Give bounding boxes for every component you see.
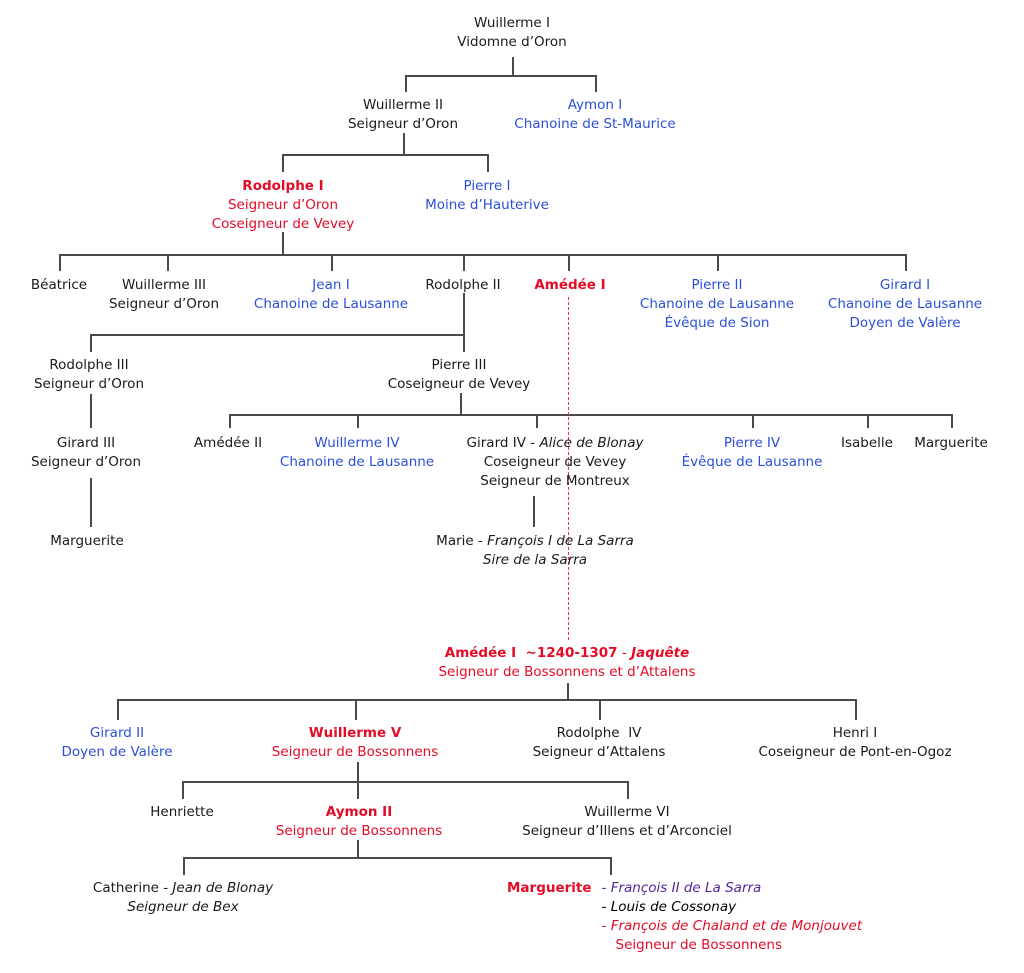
connector-line [229, 414, 231, 428]
connector-line [282, 154, 487, 156]
person-title: Seigneur de Bossonnens et d’Attalens [438, 664, 696, 680]
connector-line [357, 762, 359, 799]
person-beatrice [31, 276, 87, 295]
connector-line [90, 394, 92, 428]
person-name: Girard III [56, 435, 116, 451]
person-title: Moine d’Hauterive [425, 197, 549, 213]
connector-line [460, 393, 462, 415]
person-title: Seigneur d’Attalens [532, 744, 666, 760]
person-name: Rodolphe III [49, 357, 129, 373]
person-title: Évêque de Lausanne [681, 454, 823, 470]
connector-line [282, 232, 284, 255]
spouse-name: Jean de Blonay [172, 880, 274, 896]
spouse-separator: - [473, 533, 488, 549]
person-title: Chanoine de Lausanne [827, 296, 983, 312]
connector-line [355, 699, 357, 720]
person-aymon-ii [276, 803, 442, 841]
person-name: Isabelle [841, 435, 893, 451]
connector-line [405, 75, 407, 92]
person-name: Henri I [832, 725, 878, 741]
person-name: Marguerite [914, 435, 988, 451]
spouse-separator: - [525, 435, 540, 451]
person-rodolphe-iv [533, 724, 666, 762]
connector-line [487, 154, 489, 172]
connector-line [282, 154, 284, 172]
person-title: Vidomne d’Oron [457, 34, 567, 50]
person-wuillerme-iii [109, 276, 219, 314]
connector-line [610, 857, 612, 875]
husband-louis-de-cossonay: - Louis de Cossonay [601, 899, 737, 915]
connector-line [599, 699, 601, 720]
connector-line [595, 75, 597, 92]
connector-line [117, 699, 119, 720]
person-title: Seigneur de Montreux [480, 473, 630, 489]
connector-line [59, 254, 905, 256]
spouse-separator: - [617, 645, 632, 661]
spouse-name: François I de La Sarra [487, 533, 634, 549]
person-marie [436, 532, 634, 570]
person-henriette [150, 803, 214, 822]
connector-line [357, 840, 359, 858]
person-wuillerme-iv [280, 434, 434, 472]
connector-line [567, 683, 569, 700]
person-wuillerme-i [457, 14, 566, 52]
person-marguerite-bossonnens [507, 879, 862, 955]
person-rodolphe-ii [425, 276, 500, 295]
connector-line [717, 254, 719, 271]
person-name: Pierre II [691, 277, 743, 293]
person-name: Aymon I [567, 97, 623, 113]
person-title: Coseigneur de Pont-en-Ogoz [758, 744, 952, 760]
person-name: Girard I [879, 277, 931, 293]
person-name: Wuillerme V [308, 725, 402, 741]
person-name: Wuillerme II [362, 97, 444, 113]
connector-line [167, 254, 169, 271]
person-name: Catherine [92, 880, 159, 896]
connector-line [533, 496, 535, 527]
person-henri-i [758, 724, 951, 762]
person-title: Évêque de Sion [664, 315, 770, 331]
person-title: Chanoine de Lausanne [253, 296, 409, 312]
connector-line [117, 699, 855, 701]
person-isabelle [841, 434, 893, 453]
person-name: Marguerite [507, 880, 592, 896]
connector-line [183, 857, 185, 875]
person-name: Pierre IV [723, 435, 781, 451]
person-rodolphe-iii [34, 356, 144, 394]
person-name: Pierre I [463, 178, 511, 194]
connector-line [403, 133, 405, 155]
person-pierre-iii [388, 356, 531, 394]
person-name: Rodolphe IV [556, 725, 642, 741]
connector-line [951, 414, 953, 428]
connector-line [405, 75, 595, 77]
person-title: Seigneur d’Oron [30, 454, 142, 470]
spouse-separator: - [158, 880, 173, 896]
person-wuillerme-vi [522, 803, 732, 841]
person-name: Girard IV [466, 435, 526, 451]
person-girard-ii [61, 724, 172, 762]
spouse-title: Sire de la Sarra [482, 552, 588, 568]
person-title: Chanoine de St-Maurice [514, 116, 676, 132]
person-title: Coseigneur de Vevey [211, 216, 355, 232]
person-pierre-i [425, 177, 549, 215]
person-title: Doyen de Valère [61, 744, 173, 760]
connector-line [182, 781, 184, 799]
connector-line [463, 254, 465, 271]
person-catherine [93, 879, 273, 917]
person-rodolphe-i [212, 177, 355, 234]
connector-line [59, 254, 61, 271]
husband-francois-ii-de-la-sarra: - François II de La Sarra [601, 880, 762, 896]
connector-line [536, 414, 538, 428]
person-wuillerme-v [272, 724, 438, 762]
person-name: Pierre III [431, 357, 487, 373]
person-marguerite-oron [914, 434, 988, 453]
person-name: Rodolphe II [425, 277, 501, 293]
person-title: Seigneur d’Oron [108, 296, 220, 312]
person-amedee-i [534, 276, 605, 295]
person-name: Amédée I ~1240-1307 [444, 645, 618, 661]
person-girard-i [828, 276, 982, 333]
person-amedee-ii [194, 434, 262, 453]
connector-line [357, 414, 359, 428]
person-aymon-i [514, 96, 675, 134]
person-name: Marguerite [50, 533, 124, 549]
person-title: Seigneur d’Oron [33, 376, 145, 392]
person-name: Aymon II [325, 804, 393, 820]
husband-list [602, 879, 863, 955]
person-name: Wuillerme VI [584, 804, 670, 820]
person-wuillerme-ii [348, 96, 458, 134]
person-title: Coseigneur de Vevey [387, 376, 531, 392]
person-name: Béatrice [30, 277, 88, 293]
person-title: Coseigneur de Vevey [483, 454, 627, 470]
connector-line [627, 781, 629, 799]
person-name: Amédée I [534, 277, 606, 293]
connector-line [752, 414, 754, 428]
connector-line [867, 414, 869, 428]
person-name: Marie [436, 533, 474, 549]
person-name: Wuillerme IV [314, 435, 400, 451]
person-name: Rodolphe I [242, 178, 324, 194]
person-title: Doyen de Valère [849, 315, 961, 331]
connector-line [90, 334, 463, 336]
person-pierre-ii [640, 276, 794, 333]
person-title: Chanoine de Lausanne [639, 296, 795, 312]
person-title: Seigneur d’Oron [347, 116, 459, 132]
person-title: Seigneur d’Illens et d’Arconciel [522, 823, 732, 839]
connector-line [331, 254, 333, 271]
connector-line [90, 334, 92, 352]
person-girard-iii [31, 434, 141, 472]
person-title: Chanoine de Lausanne [279, 454, 435, 470]
connector-line [855, 699, 857, 720]
person-jean-i [254, 276, 408, 314]
person-name: Wuillerme I [473, 15, 551, 31]
person-name: Girard II [89, 725, 145, 741]
connector-line [183, 857, 610, 859]
husband-title: Seigneur de Bossonnens [615, 937, 783, 953]
connector-line [229, 414, 951, 416]
person-name: Henriette [150, 804, 214, 820]
husband-francois-de-chaland: - François de Chaland et de Monjouvet [601, 918, 863, 934]
connector-line [512, 57, 514, 76]
spouse-name: Alice de Blonay [539, 435, 644, 451]
person-name: Amédée II [193, 435, 263, 451]
connector-line [182, 781, 627, 783]
spouse-title: Seigneur de Bex [127, 899, 239, 915]
person-title: Seigneur de Bossonnens [275, 823, 443, 839]
person-girard-iv [467, 434, 644, 491]
person-title: Seigneur de Bossonnens [271, 744, 439, 760]
person-name: Jean I [312, 277, 350, 293]
person-pierre-iv [682, 434, 823, 472]
person-title: Seigneur d’Oron [227, 197, 338, 213]
person-name: Wuillerme III [121, 277, 206, 293]
person-marguerite-girard [50, 532, 124, 551]
spouse-name: Jaquête [631, 645, 690, 661]
connector-line [905, 254, 907, 271]
connector-line [463, 293, 465, 352]
connector-line [90, 478, 92, 527]
connector-line [568, 254, 570, 271]
person-amedee-i-bossonnens [438, 644, 695, 682]
